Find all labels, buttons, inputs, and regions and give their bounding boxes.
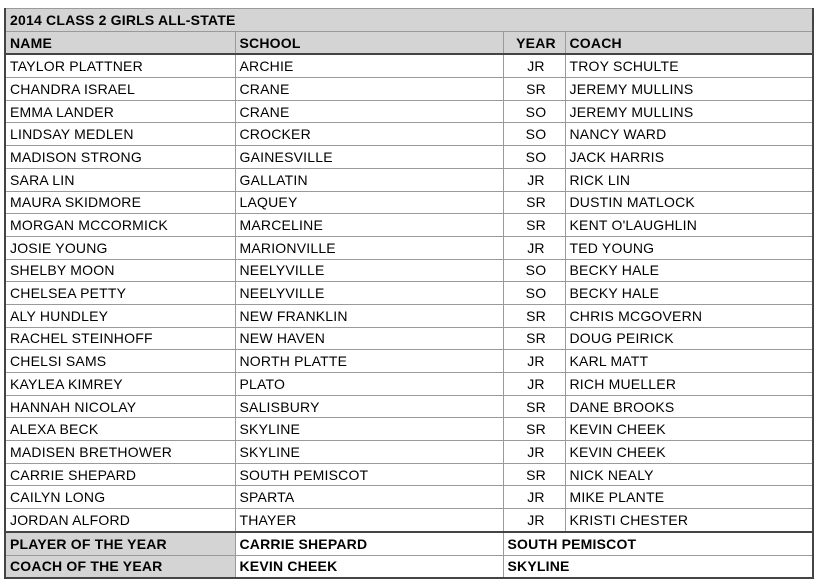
- school-cell: ARCHIE: [235, 54, 503, 77]
- column-header-school: SCHOOL: [235, 31, 503, 54]
- school-cell: LAQUEY: [235, 191, 503, 214]
- table-row: [5, 236, 813, 259]
- table-row: [5, 168, 813, 191]
- player-name-cell: JOSIE YOUNG: [5, 236, 235, 259]
- player-name-cell: MADISEN BRETHOWER: [5, 441, 235, 464]
- table-row: [5, 373, 813, 396]
- year-cell: SR: [503, 395, 565, 418]
- coach-cell: CHRIS MCGOVERN: [565, 304, 813, 327]
- player-name-cell: CHELSI SAMS: [5, 350, 235, 373]
- school-cell: CRANE: [235, 100, 503, 123]
- player-name-cell: JORDAN ALFORD: [5, 509, 235, 532]
- player-name-cell: MAURA SKIDMORE: [5, 191, 235, 214]
- coach-cell: KEVIN CHEEK: [565, 418, 813, 441]
- coach-cell: BECKY HALE: [565, 259, 813, 282]
- award-label: PLAYER OF THE YEAR: [5, 532, 235, 555]
- year-cell: SR: [503, 418, 565, 441]
- table-row: [5, 54, 813, 77]
- table-row: [5, 486, 813, 509]
- year-cell: JR: [503, 486, 565, 509]
- title-row: [5, 9, 813, 32]
- coach-cell: TROY SCHULTE: [565, 54, 813, 77]
- school-cell: NORTH PLATTE: [235, 350, 503, 373]
- player-name-cell: SARA LIN: [5, 168, 235, 191]
- coach-cell: DANE BROOKS: [565, 395, 813, 418]
- year-cell: SR: [503, 463, 565, 486]
- coach-cell: JEREMY MULLINS: [565, 100, 813, 123]
- school-cell: SPARTA: [235, 486, 503, 509]
- school-cell: CROCKER: [235, 123, 503, 146]
- player-name-cell: LINDSAY MEDLEN: [5, 123, 235, 146]
- year-cell: SR: [503, 214, 565, 237]
- table-row: [5, 146, 813, 169]
- award-winner: KEVIN CHEEK: [235, 555, 503, 578]
- year-cell: JR: [503, 441, 565, 464]
- school-cell: THAYER: [235, 509, 503, 532]
- player-name-cell: ALEXA BECK: [5, 418, 235, 441]
- player-name-cell: CARRIE SHEPARD: [5, 463, 235, 486]
- school-cell: NEW HAVEN: [235, 327, 503, 350]
- year-cell: SO: [503, 100, 565, 123]
- player-name-cell: ALY HUNDLEY: [5, 304, 235, 327]
- table-title: 2014 CLASS 2 GIRLS ALL-STATE: [5, 9, 813, 32]
- year-cell: SO: [503, 282, 565, 305]
- school-cell: PLATO: [235, 373, 503, 396]
- year-cell: SO: [503, 259, 565, 282]
- column-header-year: YEAR: [503, 31, 565, 54]
- coach-cell: RICH MUELLER: [565, 373, 813, 396]
- table-row: [5, 282, 813, 305]
- year-cell: SR: [503, 304, 565, 327]
- year-cell: SR: [503, 191, 565, 214]
- table-row: [5, 259, 813, 282]
- table-row: [5, 214, 813, 237]
- player-name-cell: SHELBY MOON: [5, 259, 235, 282]
- award-label: COACH OF THE YEAR: [5, 555, 235, 578]
- coach-cell: KENT O'LAUGHLIN: [565, 214, 813, 237]
- school-cell: NEELYVILLE: [235, 282, 503, 305]
- column-header-coach: COACH: [565, 31, 813, 54]
- school-cell: MARIONVILLE: [235, 236, 503, 259]
- table-row: [5, 418, 813, 441]
- coach-cell: BECKY HALE: [565, 282, 813, 305]
- table-row: [5, 123, 813, 146]
- school-cell: NEELYVILLE: [235, 259, 503, 282]
- award-school: SKYLINE: [503, 555, 813, 578]
- table-row: [5, 509, 813, 532]
- year-cell: JR: [503, 509, 565, 532]
- player-name-cell: CAILYN LONG: [5, 486, 235, 509]
- year-cell: JR: [503, 168, 565, 191]
- year-cell: JR: [503, 54, 565, 77]
- year-cell: SO: [503, 146, 565, 169]
- player-name-cell: MORGAN MCCORMICK: [5, 214, 235, 237]
- school-cell: SKYLINE: [235, 441, 503, 464]
- award-winner: CARRIE SHEPARD: [235, 532, 503, 555]
- coach-cell: KARL MATT: [565, 350, 813, 373]
- school-cell: SOUTH PEMISCOT: [235, 463, 503, 486]
- award-school: SOUTH PEMISCOT: [503, 532, 813, 555]
- player-name-cell: CHANDRA ISRAEL: [5, 78, 235, 101]
- player-name-cell: MADISON STRONG: [5, 146, 235, 169]
- table-row: [5, 350, 813, 373]
- coach-cell: KRISTI CHESTER: [565, 509, 813, 532]
- player-name-cell: EMMA LANDER: [5, 100, 235, 123]
- school-cell: SKYLINE: [235, 418, 503, 441]
- coach-cell: JACK HARRIS: [565, 146, 813, 169]
- header-row: [5, 31, 813, 54]
- coach-cell: TED YOUNG: [565, 236, 813, 259]
- coach-cell: KEVIN CHEEK: [565, 441, 813, 464]
- player-name-cell: TAYLOR PLATTNER: [5, 54, 235, 77]
- table-row: [5, 395, 813, 418]
- year-cell: SO: [503, 123, 565, 146]
- player-name-cell: HANNAH NICOLAY: [5, 395, 235, 418]
- table-body: [5, 9, 813, 579]
- table-row: [5, 78, 813, 101]
- table-row: [5, 441, 813, 464]
- coach-cell: NICK NEALY: [565, 463, 813, 486]
- year-cell: JR: [503, 350, 565, 373]
- school-cell: CRANE: [235, 78, 503, 101]
- year-cell: SR: [503, 327, 565, 350]
- table-row: [5, 463, 813, 486]
- column-header-name: NAME: [5, 31, 235, 54]
- coach-cell: JEREMY MULLINS: [565, 78, 813, 101]
- table-row: [5, 327, 813, 350]
- coach-cell: MIKE PLANTE: [565, 486, 813, 509]
- school-cell: SALISBURY: [235, 395, 503, 418]
- coach-cell: DOUG PEIRICK: [565, 327, 813, 350]
- school-cell: GALLATIN: [235, 168, 503, 191]
- award-row: [5, 555, 813, 578]
- player-name-cell: CHELSEA PETTY: [5, 282, 235, 305]
- coach-cell: DUSTIN MATLOCK: [565, 191, 813, 214]
- player-name-cell: KAYLEA KIMREY: [5, 373, 235, 396]
- player-name-cell: RACHEL STEINHOFF: [5, 327, 235, 350]
- year-cell: JR: [503, 236, 565, 259]
- year-cell: SR: [503, 78, 565, 101]
- school-cell: NEW FRANKLIN: [235, 304, 503, 327]
- table-row: [5, 304, 813, 327]
- year-cell: JR: [503, 373, 565, 396]
- coach-cell: NANCY WARD: [565, 123, 813, 146]
- table-row: [5, 100, 813, 123]
- coach-cell: RICK LIN: [565, 168, 813, 191]
- table-row: [5, 191, 813, 214]
- school-cell: MARCELINE: [235, 214, 503, 237]
- all-state-table: [4, 8, 814, 579]
- school-cell: GAINESVILLE: [235, 146, 503, 169]
- award-row: [5, 532, 813, 555]
